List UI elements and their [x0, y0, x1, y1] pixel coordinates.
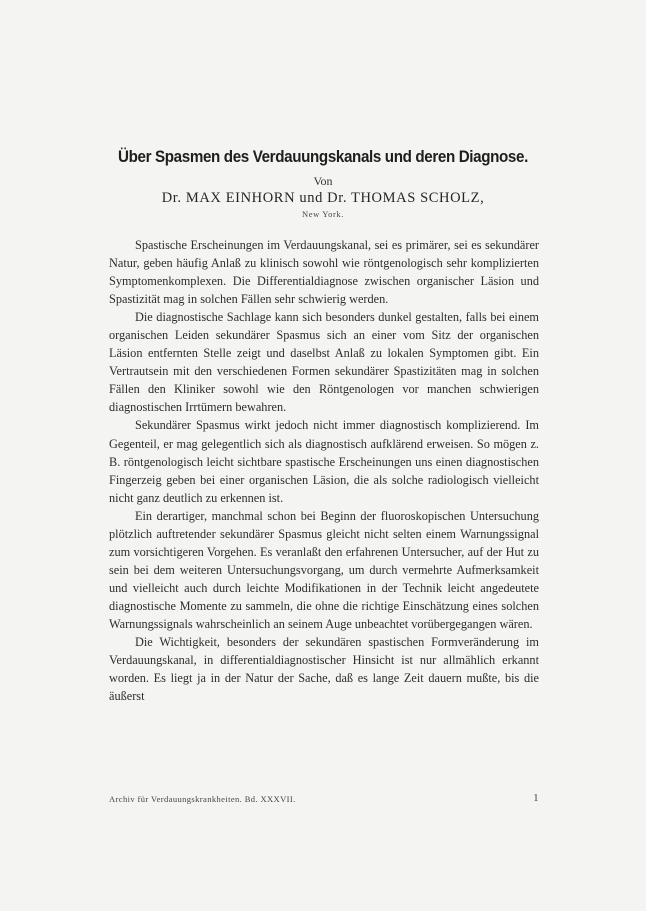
byline-von: Von [313, 174, 333, 188]
author-location: New York. [301, 209, 344, 219]
paragraph-4: Ein derartiger, manchmal schon bei Beginn der fluoroskopischen Untersuchung plötzlich auftretender sekundärer Spasmus gleicht nicht selten einem Warnungssignal zum vorsichtigeren Vorgehen. Es veranlaßt den erfahrenen Untersucher, auf der Hut zu sein bei dem weiteren Untersuchungsvorgang, um durch vermehrte Aufmerksamkeit und vielleicht auch durch leichte Modifikationen in der Technik leicht angedeutete diagnostische Momente zu sammeln, die ohne die richtige Einschätzung eines solchen Warnungssignals wahrscheinlich an seinem Auge unbeachtet vorübergegangen wären. [109, 508, 539, 631]
page-footer [109, 794, 539, 804]
author-names: Dr. MAX EINHORN und Dr. THOMAS SCHOLZ, [161, 190, 485, 206]
page-number: 1 [533, 792, 539, 804]
paragraph-5: Die Wichtigkeit, besonders der sekundären spastischen Formveränderung im Verdauungskanal, in differentialdiagnostischer Hinsicht ist nur allmählich erkannt worden. Es liegt ja in der Natur der Sache, daß es lange Zeit dauern mußte, bis die äußerst [109, 635, 539, 704]
article-title: Über Spasmen des Verdauungskanals und deren Diagnose. [118, 148, 528, 166]
article-body [109, 236, 539, 705]
paragraph-2: Die diagnostische Sachlage kann sich besonders dunkel gestalten, falls bei einem organischen Leiden sekundärer Spasmus sich an einer vom Sitz der organischen Läsion entfernten Stelle zeigt und daselbst Anlaß zu lokalen Symptomen gibt. Ein Vertrautsein mit den verschiedenen Formen sekundärer Spastizitäten mag in solchen Fällen den Kliniker sowohl wie den Röntgenologen vor manchen schwierigen diagnostischen Irrtümern bewahren. [109, 310, 539, 415]
paragraph-3: Sekundärer Spasmus wirkt jedoch nicht immer diagnostisch komplizierend. Im Gegenteil, er mag gelegentlich sich als diagnostisch aufklärend erweisen. So mögen z. B. röntgenologisch leicht sichtbare spastische Erscheinungen uns einen diagnostischen Fingerzeig geben bei einer organischen Läsion, die als solche radiologisch vielleicht nicht ganz deutlich zu erkennen ist. [109, 418, 539, 505]
paragraph-1: Spastische Erscheinungen im Verdauungskanal, sei es primärer, sei es sekundärer Natur, geben häufig Anlaß zu klinisch sowohl wie röntgenologisch sehr komplizierten Symptomenkomplexen. Die Differentialdiagnose zwischen organischer Läsion und Spastizität mag in solchen Fällen sehr schwierig werden. [109, 238, 539, 307]
journal-reference: Archiv für Verdauungskrankheiten. Bd. XXXVII. [109, 794, 296, 804]
